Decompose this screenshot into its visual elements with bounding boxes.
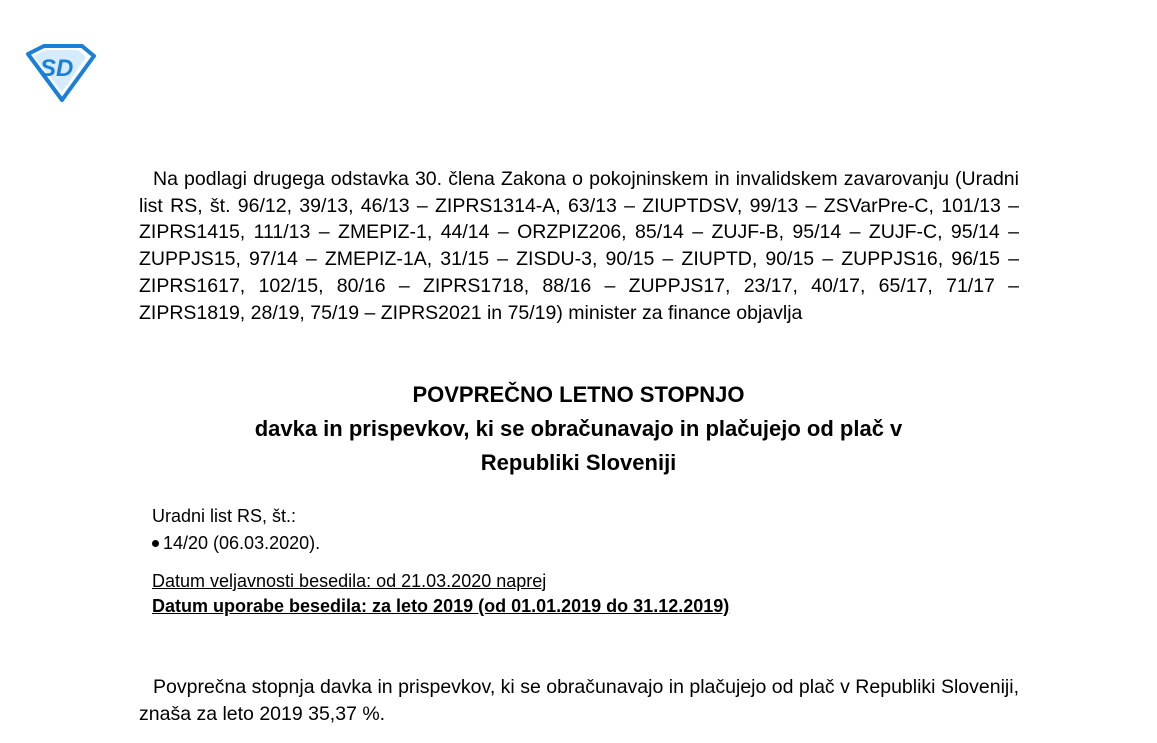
- gazette-label: Uradni list RS, št.:: [152, 506, 297, 526]
- title-line-2: davka in prispevkov, ki se obračunavajo in plačujejo od plač v: [254, 416, 903, 441]
- legal-basis-paragraph: Na podlagi drugega odstavka 30. člena Zakona o pokojninskem in invalidskem zavarovanju (Uradni list RS, št. 96/12, 39/13, 46/13 – ZIPRS1314-A, 63/13 – ZIUPTDSV, 99/13 – ZSVarPre-C, 101/13 – ZIPRS1415, 111/13 – ZMEPIZ-1, 44/14 – ORZPIZ206, 85/14 – ZUJF-B, 95/14 – ZUJF-C, 95/14 – ZUPPJS15, 97/14 – ZMEPIZ-1A, 31/15 – ZISDU-3, 90/15 – ZIUPTD, 90/15 – ZUPPJS16, 96/15 – ZIPRS1617, 102/15, 80/16 – ZIPRS1718, 88/16 – ZUPPJS17, 23/17, 40/17, 65/17, 71/17 – ZIPRS1819, 28/19, 75/19 – ZIPRS2021 in 75/19) minister za finance objavlja: [139, 168, 1019, 324]
- gazette-list-item: [152, 531, 320, 555]
- title-line-3: Republiki Sloveniji: [480, 450, 677, 475]
- result-paragraph: Povprečna stopnja davka in prispevkov, ki se obračunavajo in plačujejo od plač v Republiki Sloveniji, znaša za leto 2019 35,37 %.: [139, 676, 1019, 725]
- document-title: [0, 378, 1157, 480]
- svg-text:SD: SD: [40, 55, 74, 82]
- shield-logo-icon: [22, 44, 96, 102]
- bullet-icon: [152, 540, 159, 547]
- gazette-item-text: 14/20 (06.03.2020).: [163, 533, 321, 553]
- usage-date: Datum uporabe besedila: za leto 2019 (od 01.01.2019 do 31.12.2019): [152, 596, 730, 616]
- validity-date: Datum veljavnosti besedila: od 21.03.2020 naprej: [152, 571, 547, 591]
- title-line-1: POVPREČNO LETNO STOPNJO: [412, 382, 745, 407]
